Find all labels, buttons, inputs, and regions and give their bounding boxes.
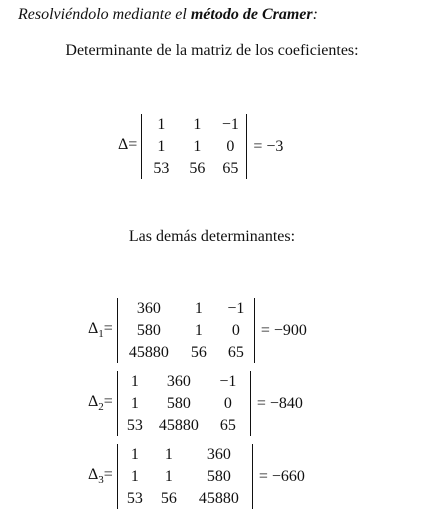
matrix-cell: 1 xyxy=(130,373,139,390)
delta-symbol: Δ= xyxy=(118,136,138,154)
matrix-cell: 360 xyxy=(206,446,231,463)
intro-method: método de Cramer xyxy=(190,6,313,23)
matrix-cell: 0 xyxy=(223,395,232,412)
determinant-result: = −840 xyxy=(256,394,303,412)
heading-other-determinants: Las demás determinantes: xyxy=(128,228,296,245)
delta-3-symbol: $\Delta_3=$ xyxy=(88,466,113,487)
matrix-cell: 53 xyxy=(126,417,143,434)
equation-delta xyxy=(118,114,283,179)
matrix-cell: 1 xyxy=(193,116,202,133)
intro-line xyxy=(18,6,318,24)
matrix-cell: 1 xyxy=(157,116,166,133)
matrix-cell: 1 xyxy=(164,468,173,485)
matrix-cell: 0 xyxy=(231,322,240,339)
determinant-result: = −900 xyxy=(260,321,307,339)
matrix-cell: 56 xyxy=(190,344,207,361)
matrix-cell: 1 xyxy=(194,300,203,317)
matrix-cell: −1 xyxy=(221,116,239,133)
matrix-cell: 580 xyxy=(166,395,191,412)
matrix-cell: 1 xyxy=(130,395,139,412)
matrix-cell: −1 xyxy=(219,373,237,390)
matrix-cell: 1 xyxy=(130,446,139,463)
determinant-result: = −660 xyxy=(258,467,305,485)
matrix-cell: 65 xyxy=(227,344,244,361)
matrix-cell: 65 xyxy=(222,160,239,177)
matrix-cell: 53 xyxy=(126,490,143,507)
delta-1-symbol: $\Delta_1=$ xyxy=(88,320,113,341)
determinant-matrix xyxy=(117,298,255,363)
matrix-cell: 1 xyxy=(194,322,203,339)
matrix-cell: −1 xyxy=(227,300,245,317)
equation-delta-3 xyxy=(88,444,305,509)
matrix-cell: 360 xyxy=(166,373,191,390)
matrix-cell: 1 xyxy=(130,468,139,485)
intro-prefix: Resolviéndolo mediante el xyxy=(18,6,191,23)
matrix-cell: 360 xyxy=(136,300,161,317)
determinant-matrix xyxy=(141,114,247,179)
matrix-cell: 65 xyxy=(219,417,236,434)
matrix-cell: 580 xyxy=(206,468,231,485)
heading-coefficients: Determinante de la matriz de los coeficientes: xyxy=(65,42,359,59)
matrix-cell: 45880 xyxy=(198,490,239,507)
matrix-cell: 1 xyxy=(193,138,202,155)
matrix-cell: 53 xyxy=(153,160,170,177)
determinant-result: = −3 xyxy=(253,137,284,155)
matrix-cell: 45880 xyxy=(158,417,199,434)
matrix-cell: 56 xyxy=(160,490,177,507)
matrix-cell: 45880 xyxy=(128,344,169,361)
delta-2-symbol: $\Delta_2=$ xyxy=(88,393,113,414)
matrix-cell: 1 xyxy=(157,138,166,155)
matrix-cell: 1 xyxy=(164,446,173,463)
determinant-matrix xyxy=(117,371,251,436)
matrix-cell: 56 xyxy=(189,160,206,177)
matrix-cell: 0 xyxy=(226,138,235,155)
intro-suffix: : xyxy=(312,6,318,23)
determinant-matrix xyxy=(117,444,253,509)
equation-delta-1 xyxy=(88,298,307,363)
matrix-cell: 580 xyxy=(136,322,161,339)
equation-delta-2 xyxy=(88,371,303,436)
